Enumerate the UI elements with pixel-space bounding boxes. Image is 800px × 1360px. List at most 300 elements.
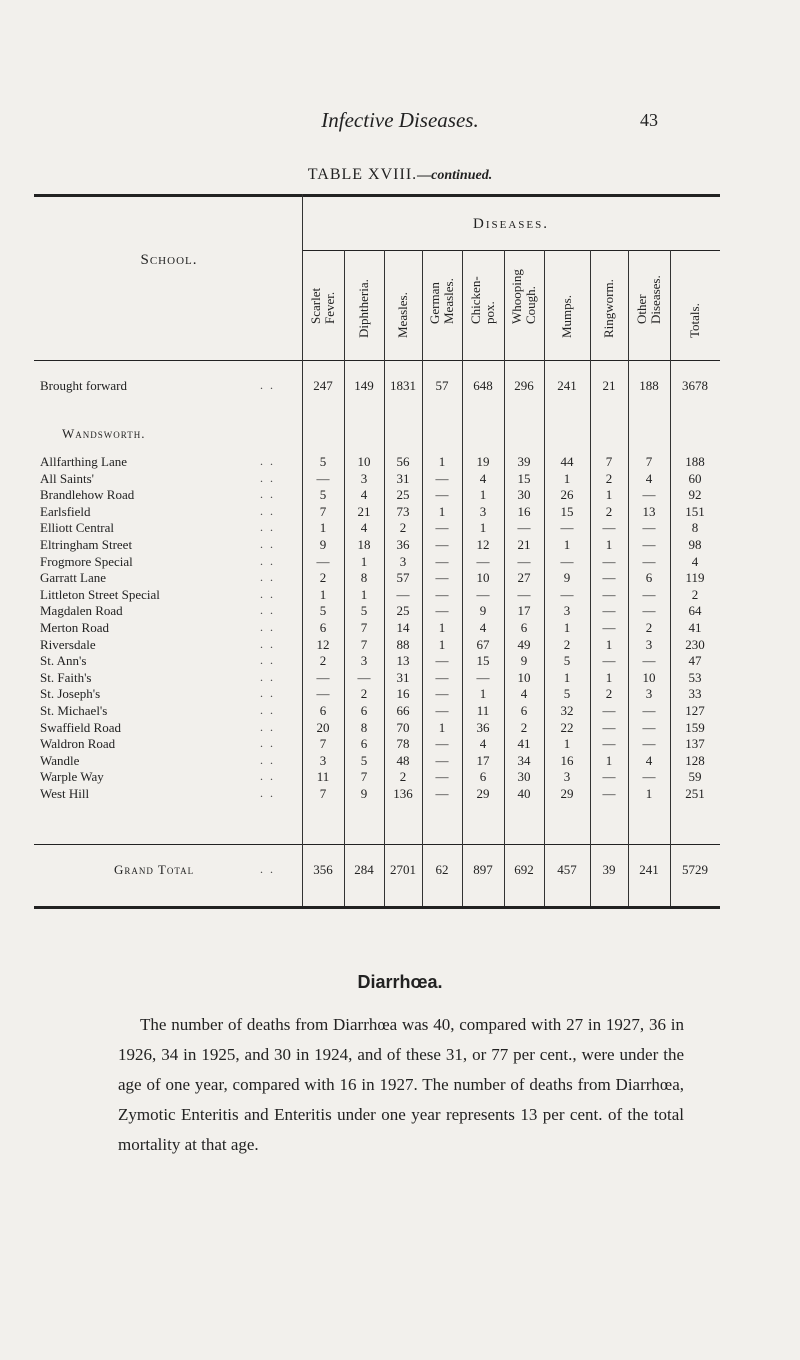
table-row-cell: 29 [560,786,574,801]
table-row-cell: — [602,719,616,735]
table-row-cell: 6 [360,703,368,718]
table-row-cell: — [435,752,449,768]
table-row-cell: 73 [396,503,410,519]
table-row-cell: — [517,553,531,569]
table-row-cell: 1 [605,636,613,652]
table-row-cell: 10 [476,570,490,586]
leader-dots: . . [260,703,275,717]
table-row-cell: 88 [396,636,410,652]
brought-forward-row-cell: 1831 [390,378,416,393]
table-row-cell: 230 [685,636,705,652]
table-row-cell: 188 [685,454,705,469]
table-row-cell: 5 [563,653,571,669]
grand-total-row-cell: 39 [602,862,616,877]
table-row-label: Magdalen Road [40,603,123,619]
table-row-cell: 136 [393,786,413,801]
table-row-cell: 3 [360,470,368,486]
table-row-cell: 3 [645,636,653,652]
leader-dots: . . [260,503,275,518]
top-rule [34,194,720,197]
table-row-cell: — [642,719,656,735]
table-row-cell: 5 [360,603,368,619]
column-heading [384,252,422,356]
table-row-cell: 30 [517,487,531,503]
table-row-cell: 9 [563,570,571,586]
table-row-cell: 1 [438,620,446,635]
table-row-cell: 3 [563,769,571,785]
table-row-cell: 16 [396,686,410,702]
table-row-cell: — [316,470,330,486]
table-row-cell: 6 [360,736,368,752]
grand-total-rule [34,844,720,845]
table-row-label: Waldron Road [40,736,116,752]
table-row-cell: 3 [399,553,407,569]
table-row-cell: — [602,603,616,619]
table-row-cell: — [642,769,656,785]
table-row-cell: 2 [360,686,368,702]
table-row-cell: 128 [685,752,705,768]
table-row-cell: 119 [685,570,705,586]
table-row-cell: — [642,487,656,503]
table-row-cell: 25 [396,487,410,503]
leader-dots: . . [260,487,275,502]
table-row-cell: 9 [479,603,487,619]
table-row-cell: 36 [476,719,490,735]
table-row-cell: 17 [517,603,531,619]
table-row-cell: 22 [560,719,574,735]
table-row-cell: 57 [396,570,410,586]
brought-forward-row-cell: 241 [557,378,577,393]
table-row-cell: 6 [645,570,653,586]
brought-forward-row-cell: 247 [313,378,333,393]
table-row-cell: 7 [605,454,613,469]
table-row-cell: 7 [645,454,653,469]
table-row-cell: — [560,586,574,602]
table-row-cell: 10 [517,669,531,685]
table-row-cell: 21 [357,503,371,519]
table-row-cell: 56 [396,454,410,469]
table-row-cell: 2 [645,620,653,635]
column-heading-label: Mumps. [559,295,574,338]
table-row-cell: — [642,537,656,552]
table-row-cell: 4 [691,553,699,569]
table-row-cell: — [642,653,656,669]
column-heading-label: Other Diseases. [634,275,663,324]
table-caption-title: TABLE XVIII. [307,166,418,183]
table-row-cell: 98 [688,537,702,552]
column-heading-label: Whooping Cough. [509,269,538,324]
column-heading-label: Chicken- pox. [468,276,497,324]
grand-total-row-cell: 457 [557,862,577,877]
column-heading-label: Diphtheria. [356,279,371,338]
table-row-cell: 7 [360,769,368,785]
table-row-cell: — [435,603,449,619]
table-row-cell: 1 [605,537,613,552]
table-row-cell: 39 [517,454,531,469]
table-row-cell: 8 [691,520,699,536]
table-row-cell: 2 [691,586,699,602]
table-row-label: Eltringham Street [40,537,133,552]
table-row-cell: 1 [645,786,653,801]
table-row-cell: 31 [396,470,410,486]
leader-dots: . . [260,570,275,585]
table-row-cell: 2 [605,503,613,519]
table-row-cell: — [642,603,656,619]
page-number: 43 [640,110,658,130]
table-row-cell: 13 [642,503,656,519]
table-row-cell: 3 [479,503,487,519]
leader-dots: . . [260,752,275,767]
table-row-cell: 7 [319,736,327,752]
leader-dots: . . [260,736,275,751]
table-row-cell: — [396,586,410,602]
table-row-cell: 4 [479,736,487,752]
table-row-cell: 1 [360,586,368,602]
table-row-cell: 16 [560,752,574,768]
table-row-cell: 3 [319,752,327,768]
table-row-cell: 1 [479,487,487,503]
table-row-cell: 18 [357,537,371,552]
leader-dots: . . [260,537,275,551]
table-row-label: Allfarthing Lane [40,454,127,469]
grand-total-row-cell: 284 [354,862,374,877]
table-row-cell: 1 [438,719,446,735]
table-row-label: Earlsfield [40,503,91,519]
table-row-cell: 1 [563,537,571,552]
table-row-cell: 159 [685,719,705,735]
table-row-cell: 53 [688,669,702,685]
table-row-label: Merton Road [40,620,109,635]
grand-total-row-cell: 897 [473,862,493,877]
table-row-cell: — [602,570,616,586]
grand-total-row-cell: 5729 [682,862,708,877]
table-row-cell: — [435,786,449,801]
table-row-cell: 33 [688,686,702,702]
table-row-label: Frogmore Special [40,553,133,569]
table-row-label: West Hill [40,786,90,801]
table-row-label: St. Joseph's [40,686,101,702]
table-row-cell: 16 [517,503,531,519]
column-divider [670,250,671,906]
table-row-cell: — [476,669,490,685]
table-row-cell: 5 [319,454,327,469]
table-row-cell: — [642,703,656,718]
table-row-cell: 7 [360,636,368,652]
table-row-cell: — [517,520,531,536]
table-row-cell: 4 [645,470,653,486]
leader-dots: . . [260,378,275,392]
table-row-cell: 12 [316,636,330,652]
brought-forward-row-label: Brought forward [40,378,128,393]
column-heading [670,252,720,356]
column-heading-label: German Measles. [427,278,456,324]
table-row-cell: — [602,653,616,669]
brought-forward-row-cell: 188 [639,378,659,393]
table-row-cell: 41 [688,620,702,635]
leader-dots: . . [260,553,275,568]
table-row-cell: 5 [319,603,327,619]
table-row-cell: 27 [517,570,531,586]
table-row-label: Warple Way [40,769,104,785]
grand-total-row-cell: 241 [639,862,659,877]
disease-table [34,194,720,912]
table-row-cell: 11 [476,703,490,718]
leader-dots: . . [260,603,275,618]
header-rule [34,360,720,361]
table-row-cell: 41 [517,736,531,752]
column-heading [302,252,344,356]
column-heading-label: Ringworm. [601,279,616,338]
table-row-cell: 9 [319,537,327,552]
table-row-label: Garratt Lane [40,570,107,586]
table-row-cell: 29 [476,786,490,801]
table-row-cell: 6 [520,703,528,718]
table-row-cell: 2 [319,570,327,586]
table-row-cell: — [435,669,449,685]
leader-dots: . . [260,669,275,684]
diseases-heading: Diseases. [473,216,549,232]
table-row-cell: — [435,653,449,669]
column-heading [628,252,670,356]
table-row-cell: 5 [360,752,368,768]
table-row-label: Riversdale [40,636,96,652]
brought-forward-row-cell: 296 [514,378,534,393]
table-row-cell: 70 [396,719,410,735]
table-row-cell: 47 [688,653,702,669]
table-row-cell: 2 [399,769,407,785]
table-row-cell: 1 [479,686,487,702]
leader-dots: . . [260,586,275,601]
table-row-cell: — [435,520,449,536]
grand-total-row-cell: 62 [435,862,449,877]
leader-dots: . . [260,719,275,734]
table-row-cell: — [642,553,656,569]
table-row-cell: 3 [360,653,368,669]
table-row-cell: 9 [520,653,528,669]
bottom-rule [34,906,720,909]
table-row-cell: 15 [476,653,490,669]
table-row-cell: 251 [685,786,705,801]
table-row-cell: 17 [476,752,490,768]
brought-forward-row-cell: 57 [435,378,449,393]
leader-dots: . . [260,454,275,468]
table-row-cell: 13 [396,653,410,669]
table-row-cell: — [435,586,449,602]
diarrhoea-title: Diarrhœa. [357,972,443,992]
table-row-cell: 4 [645,752,653,768]
table-row-cell: — [316,686,330,702]
leader-dots: . . [260,769,275,784]
table-caption-suffix: —continued. [417,168,493,183]
column-heading [590,252,628,356]
table-row-cell: — [602,736,616,752]
column-heading-label: Totals. [687,303,702,338]
table-row-cell: 31 [396,669,410,685]
brought-forward-row-cell: 21 [602,378,616,393]
table-row-cell: 19 [476,454,490,469]
table-row-cell: 4 [360,520,368,536]
table-row-cell: 10 [357,454,371,469]
leader-dots: . . [260,653,275,668]
column-divider [544,250,545,906]
table-row-label: Brandlehow Road [40,487,135,503]
table-row-cell: 1 [438,503,446,519]
table-row-cell: — [517,586,531,602]
table-row-cell: 1 [605,669,613,685]
table-row-cell: — [435,470,449,486]
table-row-cell: 6 [479,769,487,785]
table-row-cell: 7 [319,786,327,801]
table-row-cell: 10 [642,669,656,685]
table-row-cell: 15 [560,503,574,519]
table-row-cell: 6 [319,620,327,635]
brought-forward-row-cell: 3678 [682,378,708,393]
column-heading [504,252,544,356]
table-row-cell: 7 [360,620,368,635]
column-heading [544,252,590,356]
table-row-cell: 67 [476,636,490,652]
table-row-label: St. Ann's [40,653,87,669]
table-row-label: St. Faith's [40,669,92,685]
table-row-cell: 59 [688,769,702,785]
column-heading-label: Measles. [395,292,410,338]
table-row-cell: 36 [396,537,410,552]
table-row-cell: — [316,669,330,685]
table-row-cell: 26 [560,487,574,503]
table-row-cell: 1 [319,586,327,602]
table-row-cell: 7 [319,503,327,519]
table-row-cell: 12 [476,537,490,552]
table-row-cell: 9 [360,786,368,801]
table-row-cell: 3 [563,603,571,619]
table-row-cell: 1 [605,487,613,503]
table-row-cell: — [560,520,574,536]
table-row-cell: 1 [438,636,446,652]
table-row-label: Wandle [40,752,80,768]
table-row-cell: 4 [520,686,528,702]
table-row-cell: 1 [563,620,571,635]
column-heading [344,252,384,356]
table-row-cell: — [357,669,371,685]
grand-total-row-label: Grand Total [114,862,195,877]
grand-total-row-cell: 356 [313,862,333,877]
table-row-label: All Saints' [40,470,94,486]
grand-total-row-cell: 2701 [390,862,416,877]
table-row-cell: 34 [517,752,531,768]
table-row-cell: — [642,520,656,536]
school-heading: School. [140,252,198,268]
table-row-cell: — [316,553,330,569]
table-row-cell: — [435,570,449,586]
table-row-cell: 1 [563,669,571,685]
table-row-cell: 60 [688,470,702,486]
table-row-cell: 2 [319,653,327,669]
table-row-cell: 1 [319,520,327,536]
table-row-cell: — [435,537,449,552]
grand-total-row-cell: 692 [514,862,534,877]
running-head: Infective Diseases. [321,108,479,132]
table-row-cell: — [476,553,490,569]
leader-dots: . . [260,520,275,535]
table-row-cell: 1 [563,736,571,752]
table-row-cell: 25 [396,603,410,619]
table-row-label: St. Michael's [40,703,108,718]
table-row-cell: 11 [316,769,330,785]
table-row-cell: — [642,586,656,602]
table-row-cell: 64 [688,603,702,619]
table-row-cell: — [435,769,449,785]
leader-dots: . . [260,470,275,485]
table-row-cell: 66 [396,703,410,718]
table-row-label: Swaffield Road [40,719,121,735]
table-row-cell: 3 [645,686,653,702]
table-row-cell: — [560,553,574,569]
table-row-cell: 137 [685,736,705,752]
table-row-cell: — [435,736,449,752]
leader-dots: . . [260,786,275,800]
table-row-cell: 2 [563,636,571,652]
table-row-cell: 48 [396,752,410,768]
table-row-cell: 127 [685,703,705,718]
table-caption [0,166,800,184]
diarrhoea-paragraph: The number of deaths from Diarrhœa was 40, compared with 27 in 1927, 36 in 1926, 34 in 1925, and 30 in 1924, and of these 31, or 77 per cent., were under the age of one year, compared with 16 in 1927. The number of deaths from Diarrhœa, Zymotic Enteritis and Enteritis under one year represents 13 per cent. of the total mortality at that age. [118,1015,684,1154]
table-row-cell: — [602,769,616,785]
brought-forward-row-cell: 648 [473,378,493,393]
table-row-cell: 78 [396,736,410,752]
table-row-cell: 4 [479,620,487,635]
table-row-cell: 5 [563,686,571,702]
table-row-cell: 44 [560,454,574,469]
table-row-cell: — [435,686,449,702]
table-row-cell: 2 [520,719,528,735]
table-row-cell: 1 [605,752,613,768]
table-row-cell: 15 [517,470,531,486]
table-row-cell: 1 [438,454,446,469]
table-row-cell: 20 [316,719,330,735]
table-row-cell: 2 [399,520,407,536]
table-row-cell: 1 [479,520,487,536]
table-row-cell: 1 [360,553,368,569]
table-row-cell: 2 [605,686,613,702]
table-row-cell: — [642,736,656,752]
table-row-label: Elliott Central [40,520,115,536]
table-row-cell: 40 [517,786,531,801]
table-row-cell: — [602,520,616,536]
table-row-cell: 1 [563,470,571,486]
table-row-cell: 6 [319,703,327,718]
table-row-cell: 151 [685,503,705,519]
leader-dots: . . [260,862,275,876]
table-row-cell: 6 [520,620,528,635]
table-row-cell: 92 [688,487,702,503]
table-row-label: Littleton Street Special [40,586,160,602]
table-row-cell: — [476,586,490,602]
table-row-cell: — [435,487,449,503]
table-row-cell: — [435,703,449,718]
table-row-cell: 32 [560,703,574,718]
table-row-cell: — [602,786,616,801]
table-row-cell: — [602,620,616,635]
section-heading: Wandsworth. [62,426,146,441]
table-row-cell: 14 [396,620,410,635]
table-row-cell: 2 [605,470,613,486]
leader-dots: . . [260,636,275,651]
table-row-cell: 30 [517,769,531,785]
table-row-cell: 21 [517,537,531,552]
table-row-cell: — [602,703,616,718]
table-row-cell: — [602,553,616,569]
table-row-cell: 5 [319,487,327,503]
